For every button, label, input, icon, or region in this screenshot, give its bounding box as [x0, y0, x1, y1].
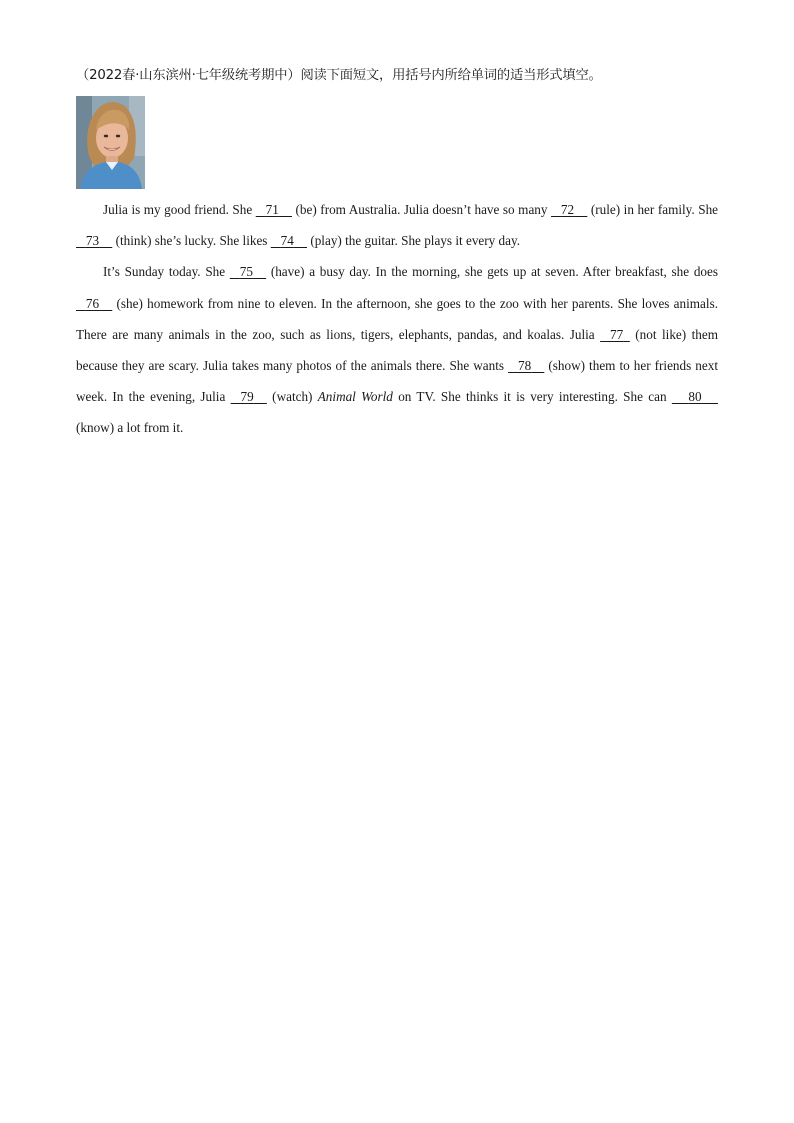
- answer-blank-79[interactable]: [231, 381, 267, 412]
- answer-blank-74[interactable]: [271, 225, 307, 256]
- blank-number: 72: [560, 202, 575, 217]
- passage-text: (play) the guitar. She plays it every day.: [307, 233, 521, 249]
- girl-photo: [76, 96, 145, 189]
- passage-text: (be) from Australia. Julia doesn’t have so many: [292, 202, 552, 217]
- blank-number: 71: [265, 202, 279, 217]
- answer-blank-72[interactable]: [551, 194, 587, 225]
- blank-number: 80: [688, 389, 702, 405]
- blank-number: 78: [517, 358, 532, 374]
- passage-text: (have) a busy day. In the morning, she gets up at seven. After breakfast, she does: [266, 264, 718, 280]
- passage-text: (she) homework from nine to eleven. In the afternoon, she goes to the zoo with her parents. She loves animals. There are many animals in the zoo, such as lions, tigers, elephants, pandas, and koalas. Julia: [76, 295, 718, 342]
- worksheet-page: [76, 64, 718, 444]
- passage-text: (think) she’s lucky. She likes: [112, 233, 271, 249]
- passage-text: (rule) in her family. She: [587, 202, 719, 217]
- answer-blank-77[interactable]: [600, 319, 630, 350]
- passage-text: (not like) them because they are scary. Julia takes many photos of the animals there. She wants: [76, 326, 719, 374]
- passage-text: (show) them to her friends next week. In the evening, Julia: [76, 358, 718, 405]
- passage-text: It’s Sunday today. She: [103, 264, 230, 280]
- exercise-header: （2022春·山东滨州·七年级统考期中）阅读下面短文，用括号内所给单词的适当形式填空。: [76, 68, 602, 83]
- passage: [76, 194, 718, 444]
- answer-blank-76[interactable]: [76, 288, 112, 319]
- blank-number: 74: [280, 233, 294, 249]
- passage-text: (know) a lot from it.: [76, 420, 184, 436]
- answer-blank-80[interactable]: [672, 381, 718, 412]
- blank-number: 77: [610, 326, 624, 342]
- blank-number: 75: [239, 264, 253, 280]
- paragraph-2: [76, 256, 718, 443]
- answer-blank-75[interactable]: [230, 256, 266, 287]
- answer-blank-73[interactable]: [76, 225, 112, 256]
- paragraph-1: [76, 194, 718, 256]
- tv-program-title: Animal World: [317, 389, 393, 405]
- answer-blank-71[interactable]: [256, 194, 292, 225]
- blank-number: 73: [85, 233, 100, 249]
- answer-blank-78[interactable]: [508, 350, 544, 381]
- blank-number: 76: [85, 295, 100, 311]
- blank-number: 79: [240, 389, 254, 405]
- passage-text: on TV. She thinks it is very interesting. She can: [392, 389, 672, 405]
- passage-text: Julia is my good friend. She: [103, 202, 256, 217]
- passage-text: (watch): [266, 389, 318, 405]
